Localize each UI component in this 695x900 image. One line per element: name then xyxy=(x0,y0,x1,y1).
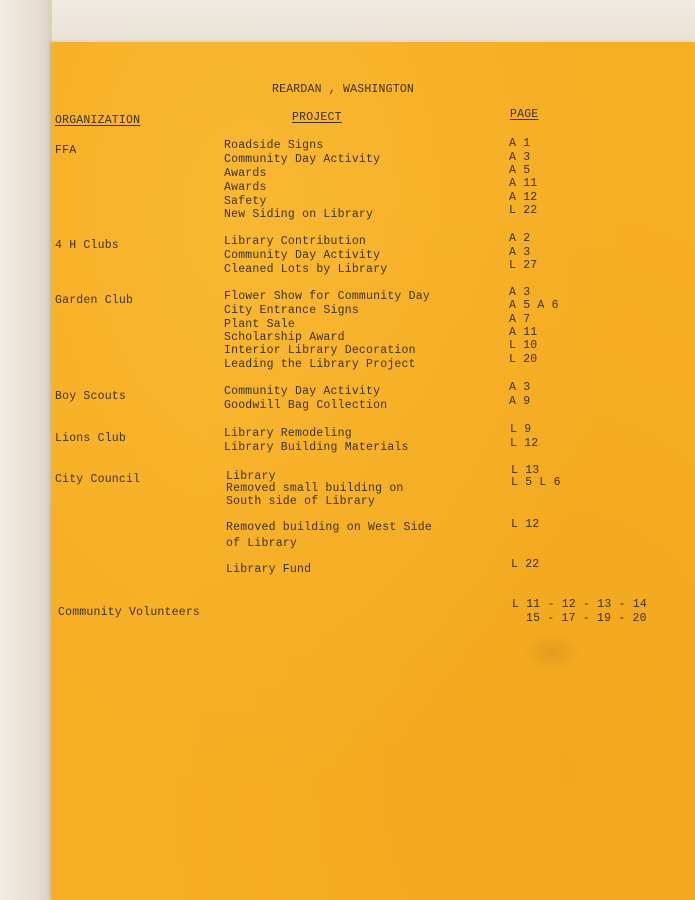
page-reference: L 12 xyxy=(510,437,539,450)
project-item: Library Remodeling xyxy=(224,427,352,440)
project-item: New Siding on Library xyxy=(224,208,374,221)
project-item: Removed small building on xyxy=(226,482,404,495)
organization-community-volunteers: Community Volunteers xyxy=(58,606,201,619)
project-item: South side of Library xyxy=(226,495,376,508)
project-item: Interior Library Decoration xyxy=(224,344,416,357)
page-reference: L 20 xyxy=(509,353,538,366)
project-item: Goodwill Bag Collection xyxy=(224,399,388,412)
project-item: Leading the Library Project xyxy=(224,358,416,371)
background-left-edge xyxy=(0,0,52,900)
project-item: Plant Sale xyxy=(224,318,296,331)
page-reference: 15 - 17 - 19 - 20 xyxy=(526,612,647,625)
page-reference: A 3 xyxy=(509,151,531,164)
page-reference: L 27 xyxy=(509,259,538,272)
project-item: Library xyxy=(226,470,276,483)
project-item: Flower Show for Community Day xyxy=(224,290,430,303)
page-reference: L 22 xyxy=(511,558,540,571)
page-reference: A 3 xyxy=(509,246,531,259)
organization-garden-club: Garden Club xyxy=(55,294,134,307)
page-reference: A 5 A 6 xyxy=(509,299,559,312)
page-reference: L 11 - 12 - 13 - 14 xyxy=(512,598,647,611)
project-item: City Entrance Signs xyxy=(224,304,359,317)
project-item: Scholarship Award xyxy=(224,331,345,344)
page-reference: A 5 xyxy=(509,164,531,177)
organization-ffa: FFA xyxy=(55,144,77,157)
page-reference: A 9 xyxy=(509,395,531,408)
header-organization: ORGANIZATION xyxy=(55,114,141,127)
page-reference: L 22 xyxy=(509,204,538,217)
project-item: of Library xyxy=(226,537,298,550)
background-top-edge xyxy=(0,0,695,44)
project-item: Library Fund xyxy=(226,563,312,576)
page-reference: L 12 xyxy=(511,518,540,531)
page-reference: A 3 xyxy=(509,381,531,394)
project-item: Safety xyxy=(224,195,267,208)
document-sheet xyxy=(52,42,695,900)
project-item: Removed building on West Side xyxy=(226,521,432,534)
page-title: REARDAN , WASHINGTON xyxy=(272,83,415,96)
project-item: Community Day Activity xyxy=(224,385,381,398)
organization-city-council: City Council xyxy=(55,473,141,486)
header-project: PROJECT xyxy=(292,111,342,124)
paper-smudge xyxy=(522,632,582,672)
header-page: PAGE xyxy=(510,108,539,121)
project-item: Roadside Signs xyxy=(224,139,324,152)
page-reference: A 2 xyxy=(509,232,531,245)
project-item: Cleaned Lots by Library xyxy=(224,263,388,276)
organization-4h-clubs: 4 H Clubs xyxy=(55,239,119,252)
project-item: Community Day Activity xyxy=(224,249,381,262)
page-reference: L 10 xyxy=(509,339,538,352)
project-item: Awards xyxy=(224,181,267,194)
page-reference: A 3 xyxy=(509,286,531,299)
page-reference: L 5 L 6 xyxy=(511,476,561,489)
project-item: Awards xyxy=(224,167,267,180)
project-item: Community Day Activity xyxy=(224,153,381,166)
page-reference: L 13 xyxy=(511,464,540,477)
page-reference: A 7 xyxy=(509,313,531,326)
organization-lions-club: Lions Club xyxy=(55,432,127,445)
page-reference: A 1 xyxy=(509,137,531,150)
page-reference: A 11 xyxy=(509,177,538,190)
page-reference: A 11 xyxy=(509,326,538,339)
project-item: Library Building Materials xyxy=(224,441,409,454)
page-reference: L 9 xyxy=(510,423,532,436)
page-reference: A 12 xyxy=(509,191,538,204)
project-item: Library Contribution xyxy=(224,235,367,248)
organization-boy-scouts: Boy Scouts xyxy=(55,390,127,403)
